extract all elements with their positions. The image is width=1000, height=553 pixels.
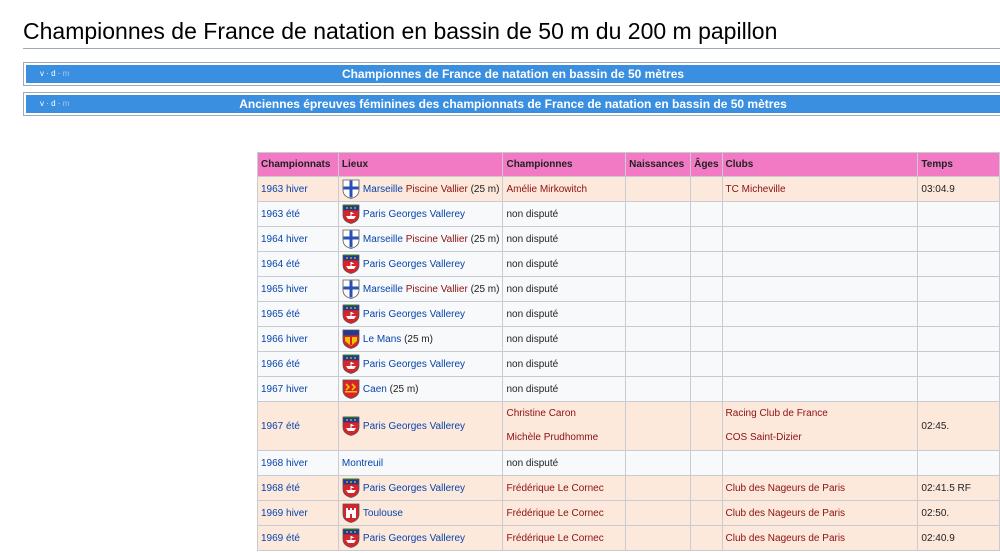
age-cell: [691, 177, 722, 202]
club-link[interactable]: Club des Nageurs de Paris: [725, 507, 846, 519]
championship-link[interactable]: 1966 été: [261, 358, 300, 370]
status-text: non disputé: [506, 308, 559, 320]
city-link[interactable]: Montreuil: [341, 457, 384, 469]
age-cell: [691, 252, 722, 277]
navbox-anciennes-epreuves: [23, 92, 1000, 116]
page-title: Championnes de France de natation en bassin de 50 m du 200 m papillon: [23, 18, 778, 44]
pool-link[interactable]: Piscine Vallier: [405, 233, 468, 245]
age-cell: [691, 202, 722, 227]
paris-coat-of-arms-icon: [342, 416, 360, 436]
marseille-coat-of-arms-icon: [342, 179, 360, 199]
time-cell: [918, 327, 1000, 352]
city-link[interactable]: Marseille: [362, 183, 403, 195]
pool-link[interactable]: Georges Vallerey: [388, 308, 466, 320]
city-link[interactable]: Paris: [362, 420, 386, 432]
status-text: non disputé: [506, 283, 559, 295]
paris-coat-of-arms-icon: [342, 304, 360, 324]
championship-link[interactable]: 1967 été: [261, 420, 300, 432]
header-clubs: Clubs: [722, 153, 918, 177]
birth-cell: [626, 352, 691, 377]
status-text: non disputé: [506, 457, 559, 469]
navbox-bar: [26, 65, 1000, 83]
club-link[interactable]: Racing Club de France: [725, 408, 828, 419]
championship-link[interactable]: 1967 hiver: [261, 383, 308, 395]
pool-size: (25 m): [389, 383, 419, 395]
table-header-row: [258, 153, 1000, 177]
birth-cell: [626, 177, 691, 202]
age-cell: [691, 526, 722, 551]
paris-coat-of-arms-icon: [342, 478, 360, 498]
navbox-vdm-links: v · d · m: [40, 69, 70, 78]
city-link[interactable]: Marseille: [362, 283, 403, 295]
table-row: [258, 277, 1000, 302]
city-link[interactable]: Toulouse: [362, 507, 403, 519]
city-link[interactable]: Paris: [362, 532, 386, 544]
table-row: [258, 352, 1000, 377]
championship-link[interactable]: 1963 été: [261, 208, 300, 220]
status-text: non disputé: [506, 333, 559, 345]
discuss-link[interactable]: d: [51, 99, 56, 108]
city-link[interactable]: Paris: [362, 358, 386, 370]
navbox-title[interactable]: Anciennes épreuves féminines des championnats de France de natation en bassin de 50 mètres: [239, 97, 787, 111]
status-text: non disputé: [506, 358, 559, 370]
caen-coat-of-arms-icon: [342, 379, 360, 399]
marseille-coat-of-arms-icon: [342, 279, 360, 299]
age-cell: [691, 277, 722, 302]
header-championnes: Championnes: [503, 153, 626, 177]
time-cell: 02:45.: [918, 402, 1000, 451]
paris-coat-of-arms-icon: [342, 354, 360, 374]
city-link[interactable]: Paris: [362, 482, 386, 494]
pool-link[interactable]: Georges Vallerey: [388, 532, 466, 544]
pool-size: (25 m): [470, 233, 500, 245]
paris-coat-of-arms-icon: [342, 254, 360, 274]
age-cell: [691, 402, 722, 451]
lemans-coat-of-arms-icon: [342, 329, 360, 349]
discuss-link[interactable]: d: [51, 69, 56, 78]
birth-cell: [626, 277, 691, 302]
paris-coat-of-arms-icon: [342, 204, 360, 224]
time-cell: 02:50.: [918, 501, 1000, 526]
table-row: [258, 302, 1000, 327]
table-row: [258, 202, 1000, 227]
header-temps: Temps: [918, 153, 1000, 177]
city-link[interactable]: Paris: [362, 258, 386, 270]
table-row: [258, 402, 1000, 451]
championship-link[interactable]: 1966 hiver: [261, 333, 308, 345]
pool-link[interactable]: Piscine Vallier: [405, 183, 468, 195]
header-ages: Âges: [691, 153, 722, 177]
status-text: non disputé: [506, 233, 559, 245]
pool-size: (25 m): [404, 333, 433, 345]
toulouse-coat-of-arms-icon: [342, 503, 360, 523]
championship-link[interactable]: 1964 hiver: [261, 233, 308, 245]
birth-cell: [626, 202, 691, 227]
championship-link[interactable]: 1968 été: [261, 482, 300, 494]
navbox-championnes: [23, 62, 1000, 86]
pool-link[interactable]: Georges Vallerey: [388, 358, 466, 370]
birth-cell: [626, 476, 691, 501]
pool-link[interactable]: Piscine Vallier: [405, 283, 468, 295]
club-link[interactable]: Club des Nageurs de Paris: [725, 532, 846, 544]
city-link[interactable]: Le Mans: [362, 333, 402, 345]
view-link[interactable]: v: [40, 99, 44, 108]
marseille-coat-of-arms-icon: [342, 229, 360, 249]
table-row: [258, 177, 1000, 202]
swimmer-link[interactable]: Frédérique Le Cornec: [506, 532, 604, 544]
birth-cell: [626, 377, 691, 402]
swimmer-link[interactable]: Christine Caron: [506, 408, 576, 419]
table-row: [258, 476, 1000, 501]
age-cell: [691, 451, 722, 476]
club-link[interactable]: Club des Nageurs de Paris: [725, 482, 846, 494]
age-cell: [691, 302, 722, 327]
birth-cell: [626, 227, 691, 252]
age-cell: [691, 377, 722, 402]
swimmer-link[interactable]: Frédérique Le Cornec: [506, 482, 604, 494]
age-cell: [691, 501, 722, 526]
time-cell: 02:41.5 RF: [918, 476, 1000, 501]
city-link[interactable]: Paris: [362, 308, 386, 320]
birth-cell: [626, 252, 691, 277]
city-link[interactable]: Paris: [362, 208, 386, 220]
status-text: non disputé: [506, 258, 559, 270]
championship-link[interactable]: 1964 été: [261, 258, 300, 270]
championship-link[interactable]: 1968 hiver: [261, 457, 308, 469]
table-row: [258, 252, 1000, 277]
navbox-bar: [26, 95, 1000, 113]
birth-cell: [626, 302, 691, 327]
age-cell: [691, 327, 722, 352]
time-cell: 03:04.9: [918, 177, 1000, 202]
championship-link[interactable]: 1963 hiver: [261, 183, 308, 195]
navbox-vdm-links: v · d · m: [40, 99, 70, 108]
age-cell: [691, 476, 722, 501]
age-cell: [691, 227, 722, 252]
title-divider: [23, 48, 1000, 49]
modify-link[interactable]: m: [62, 99, 70, 108]
championship-link[interactable]: 1969 hiver: [261, 507, 308, 519]
pool-size: (25 m): [470, 283, 500, 295]
pool-link[interactable]: Georges Vallerey: [388, 208, 466, 220]
time-cell: [918, 252, 1000, 277]
table-row: [258, 327, 1000, 352]
championship-link[interactable]: 1965 hiver: [261, 283, 308, 295]
city-link[interactable]: Marseille: [362, 233, 403, 245]
pool-link[interactable]: Georges Vallerey: [388, 482, 466, 494]
table-row: [258, 377, 1000, 402]
header-championnats: Championnats: [258, 153, 339, 177]
swimmer-link[interactable]: Amélie Mirkowitch: [506, 183, 588, 195]
championship-link[interactable]: 1965 été: [261, 308, 300, 320]
results-table: [257, 152, 1000, 551]
status-text: non disputé: [506, 208, 559, 220]
city-link[interactable]: Caen: [362, 383, 387, 395]
time-cell: [918, 451, 1000, 476]
birth-cell: [626, 526, 691, 551]
pool-size: (25 m): [470, 183, 500, 195]
pool-link[interactable]: Georges Vallerey: [388, 420, 466, 432]
club-link[interactable]: TC Micheville: [725, 183, 786, 195]
swimmer-link[interactable]: Michèle Prudhomme: [506, 432, 599, 443]
paris-coat-of-arms-icon: [342, 528, 360, 548]
club-link[interactable]: COS Saint-Dizier: [725, 432, 802, 443]
championship-link[interactable]: 1969 été: [261, 532, 300, 544]
birth-cell: [626, 327, 691, 352]
results-table-body: [258, 177, 1000, 551]
time-cell: [918, 277, 1000, 302]
table-row: [258, 526, 1000, 551]
pool-link[interactable]: Georges Vallerey: [388, 258, 466, 270]
time-cell: [918, 302, 1000, 327]
age-cell: [691, 352, 722, 377]
time-cell: [918, 352, 1000, 377]
birth-cell: [626, 451, 691, 476]
table-row: [258, 227, 1000, 252]
modify-link[interactable]: m: [62, 69, 70, 78]
table-row: [258, 501, 1000, 526]
time-cell: 02:40.9: [918, 526, 1000, 551]
time-cell: [918, 377, 1000, 402]
navbox-title[interactable]: Championnes de France de natation en bassin de 50 mètres: [341, 67, 685, 81]
time-cell: [918, 202, 1000, 227]
status-text: non disputé: [506, 383, 559, 395]
swimmer-link[interactable]: Frédérique Le Cornec: [506, 507, 604, 519]
birth-cell: [626, 501, 691, 526]
header-lieux: Lieux: [338, 153, 503, 177]
birth-cell: [626, 402, 691, 451]
table-row: [258, 451, 1000, 476]
view-link[interactable]: v: [40, 69, 44, 78]
header-naissances: Naissances: [626, 153, 691, 177]
time-cell: [918, 227, 1000, 252]
